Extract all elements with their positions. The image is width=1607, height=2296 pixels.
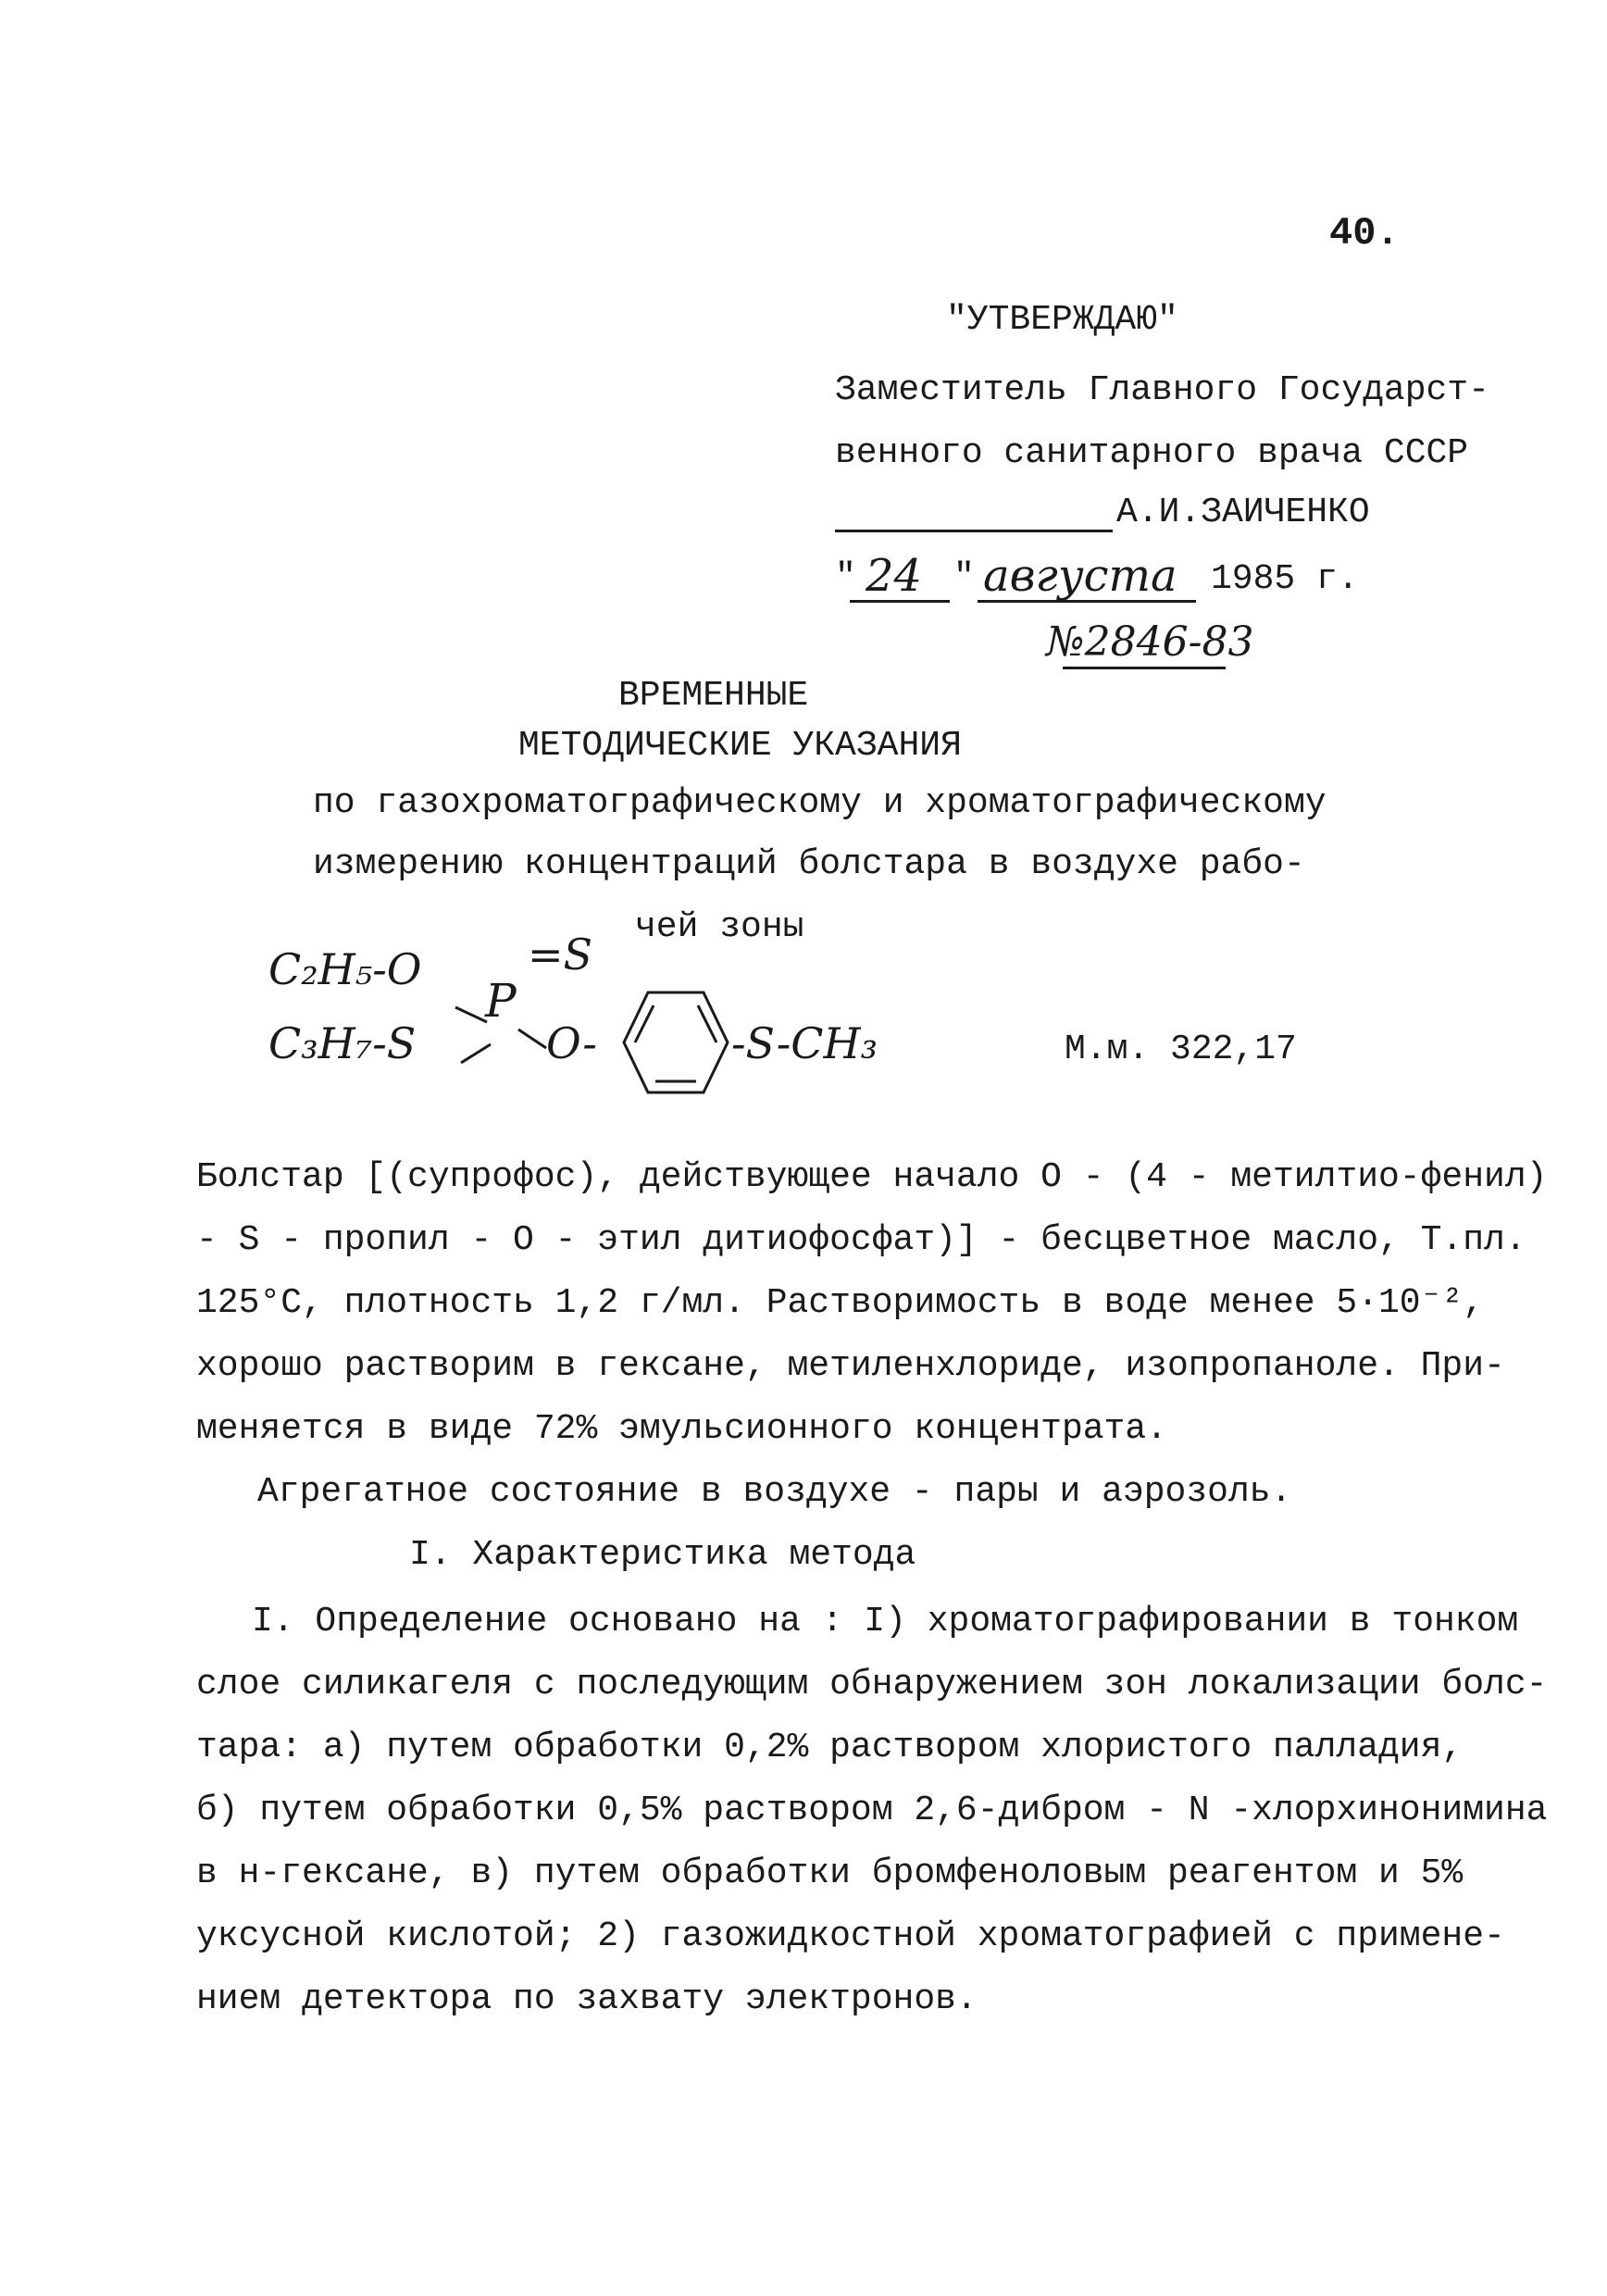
formula-lower-left: C₃H₇-S [268,1018,417,1068]
date-month-underline [978,600,1196,603]
description-line-1: Болстар [(супрофос), действующее начало О - (4 - метилтио-фенил) [196,1157,1548,1197]
section-title: I. Характеристика метода [409,1535,916,1575]
method-line-2: слое силикагеля с последующим обнаружением зон локализации болс- [196,1665,1548,1704]
date-month: августа [983,550,1177,602]
benzene-ring-icon [624,992,728,1092]
title-line-4: измерению концентраций болстара в воздухе рабо- [313,844,1305,884]
method-line-4: б) путем обработки 0,5% раствором 2,6-дибром - N -хлорхинонимина [196,1791,1548,1830]
signer-name: А.И.ЗАИЧЕНКО [1116,493,1370,532]
formula-phosphorus: P [485,974,517,1028]
description-line-4: хорошо растворим в гексане, метиленхлориде, изопропаноле. При- [196,1346,1505,1386]
method-line-1: I. Определение основано на : I) хроматографировании в тонком [252,1602,1519,1641]
title-line-1: ВРЕМЕННЫЕ [618,676,809,716]
method-line-6: уксусной кислотой; 2) газожидкостной хроматографией с примене- [196,1916,1505,1956]
formula-oxygen-link: O- [546,1018,597,1068]
approval-line-1: Заместитель Главного Государст- [835,370,1489,410]
date-day-underline [850,600,950,603]
bond-lower [461,1044,491,1063]
document-number: №2846-83 [1046,618,1254,666]
formula-double-bond-sulfur: =S [528,930,593,980]
title-line-3: по газохроматографическому и хроматографическому [313,783,1327,823]
page-number: 40. [1329,211,1400,256]
method-line-7: нием детектора по захвату электронов. [196,1979,978,2019]
aggregate-state: Агрегатное состояние в воздухе - пары и аэрозоль. [257,1472,1292,1512]
title-line-2: МЕТОДИЧЕСКИЕ УКАЗАНИЯ [518,726,962,766]
document-number-underline [1063,667,1226,669]
approval-line-2: венного санитарного врача СССР [835,433,1469,473]
date-open-quote: " [835,557,856,597]
molar-mass: М.м. 322,17 [1065,1029,1297,1069]
approval-heading: "УТВЕРЖДАЮ" [946,300,1178,340]
title-line-5: чей зоны [635,907,804,947]
date-year: 1985 г. [1211,559,1359,599]
signature-line [835,530,1113,532]
method-line-3: тара: а) путем обработки 0,2% раствором хлористого палладия, [196,1728,1464,1767]
bond-upper [455,1007,487,1022]
formula-tail: -S-CH₃ [731,1018,878,1068]
date-day: 24 [866,550,923,602]
bond-p-o [518,1029,546,1048]
description-line-5: меняется в виде 72% эмульсионного концентрата. [196,1409,1167,1449]
description-line-3: 125°C, плотность 1,2 г/мл. Растворимость в воде менее 5·10⁻², [196,1283,1485,1323]
method-line-5: в н-гексане, в) путем обработки бромфеноловым реагентом и 5% [196,1853,1464,1893]
description-line-2: - S - пропил - О - этил дитиофосфат)] - бесцветное масло, Т.пл. [196,1220,1526,1260]
date-close-quote: " [953,557,975,597]
formula-upper-left: C₂H₅-O [268,944,422,994]
